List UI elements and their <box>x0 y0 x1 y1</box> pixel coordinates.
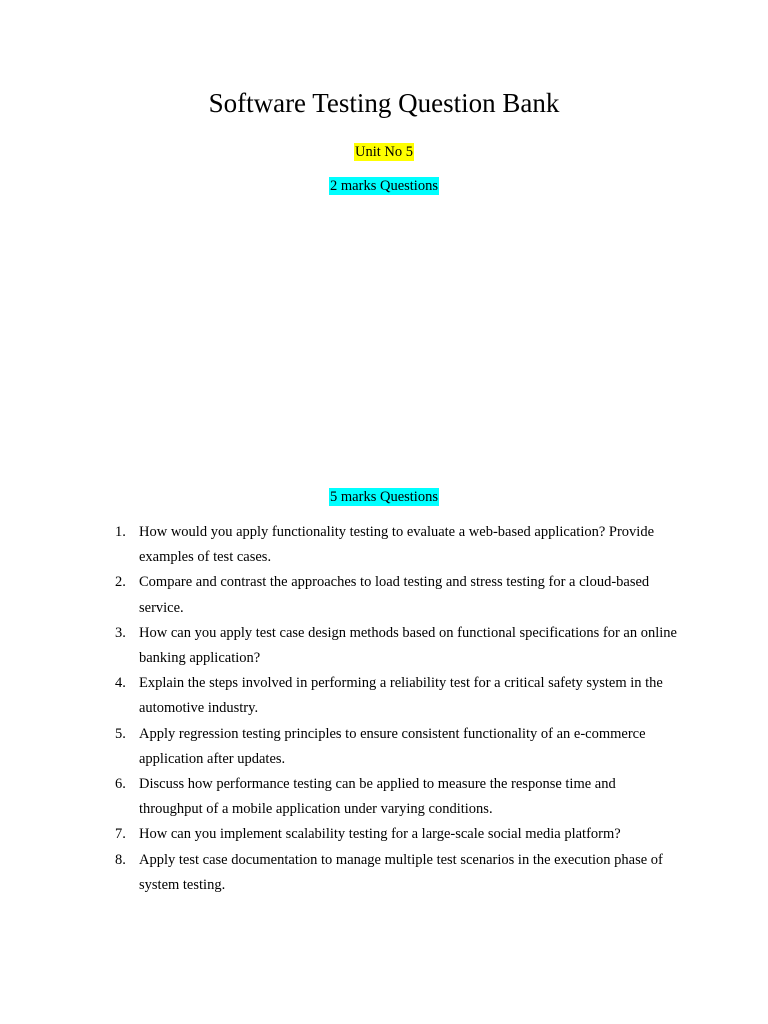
question-number: 8. <box>115 851 126 868</box>
question-item <box>0 520 679 570</box>
question-number: 2. <box>115 574 126 591</box>
question-text: Compare and contrast the approaches to load testing and stress testing for a cloud-based service. <box>139 574 650 616</box>
unit-heading <box>0 143 768 161</box>
five-marks-heading <box>0 488 768 506</box>
two-marks-label: 2 marks Questions <box>330 178 438 194</box>
question-text: How can you implement scalability testing for a large-scale social media platform? <box>139 826 621 843</box>
question-text: Apply test case documentation to manage multiple test scenarios in the execution phase of system testing. <box>139 851 663 893</box>
question-item <box>0 848 679 898</box>
question-number: 3. <box>115 624 126 641</box>
question-number: 5. <box>115 725 126 742</box>
question-number: 4. <box>115 675 126 692</box>
two-marks-heading <box>0 177 768 195</box>
question-item <box>0 621 679 671</box>
five-marks-label: 5 marks Questions <box>330 489 438 505</box>
question-text: How can you apply test case design methods based on functional specifications for an online banking application? <box>139 624 677 667</box>
question-text: How would you apply functionality testing to evaluate a web-based application? Provide examples of test cases. <box>139 524 655 566</box>
question-text: Apply regression testing principles to ensure consistent functionality of an e-commerce application after updates. <box>139 725 646 767</box>
unit-label: Unit No 5 <box>355 144 413 160</box>
question-item <box>0 722 679 772</box>
question-text: Discuss how performance testing can be applied to measure the response time and throughput of a mobile application under varying conditions. <box>139 776 616 818</box>
question-number: 6. <box>115 776 126 793</box>
question-number: 7. <box>115 826 126 843</box>
question-text: Explain the steps involved in performing a reliability test for a critical safety system in the automotive industry. <box>139 675 663 717</box>
question-item <box>0 671 679 721</box>
document-title: Software Testing Question Bank <box>208 88 560 118</box>
question-item <box>0 570 679 620</box>
five-marks-question-list <box>0 520 768 898</box>
question-number: 1. <box>115 524 126 540</box>
question-item <box>0 822 679 847</box>
question-item <box>0 772 679 822</box>
